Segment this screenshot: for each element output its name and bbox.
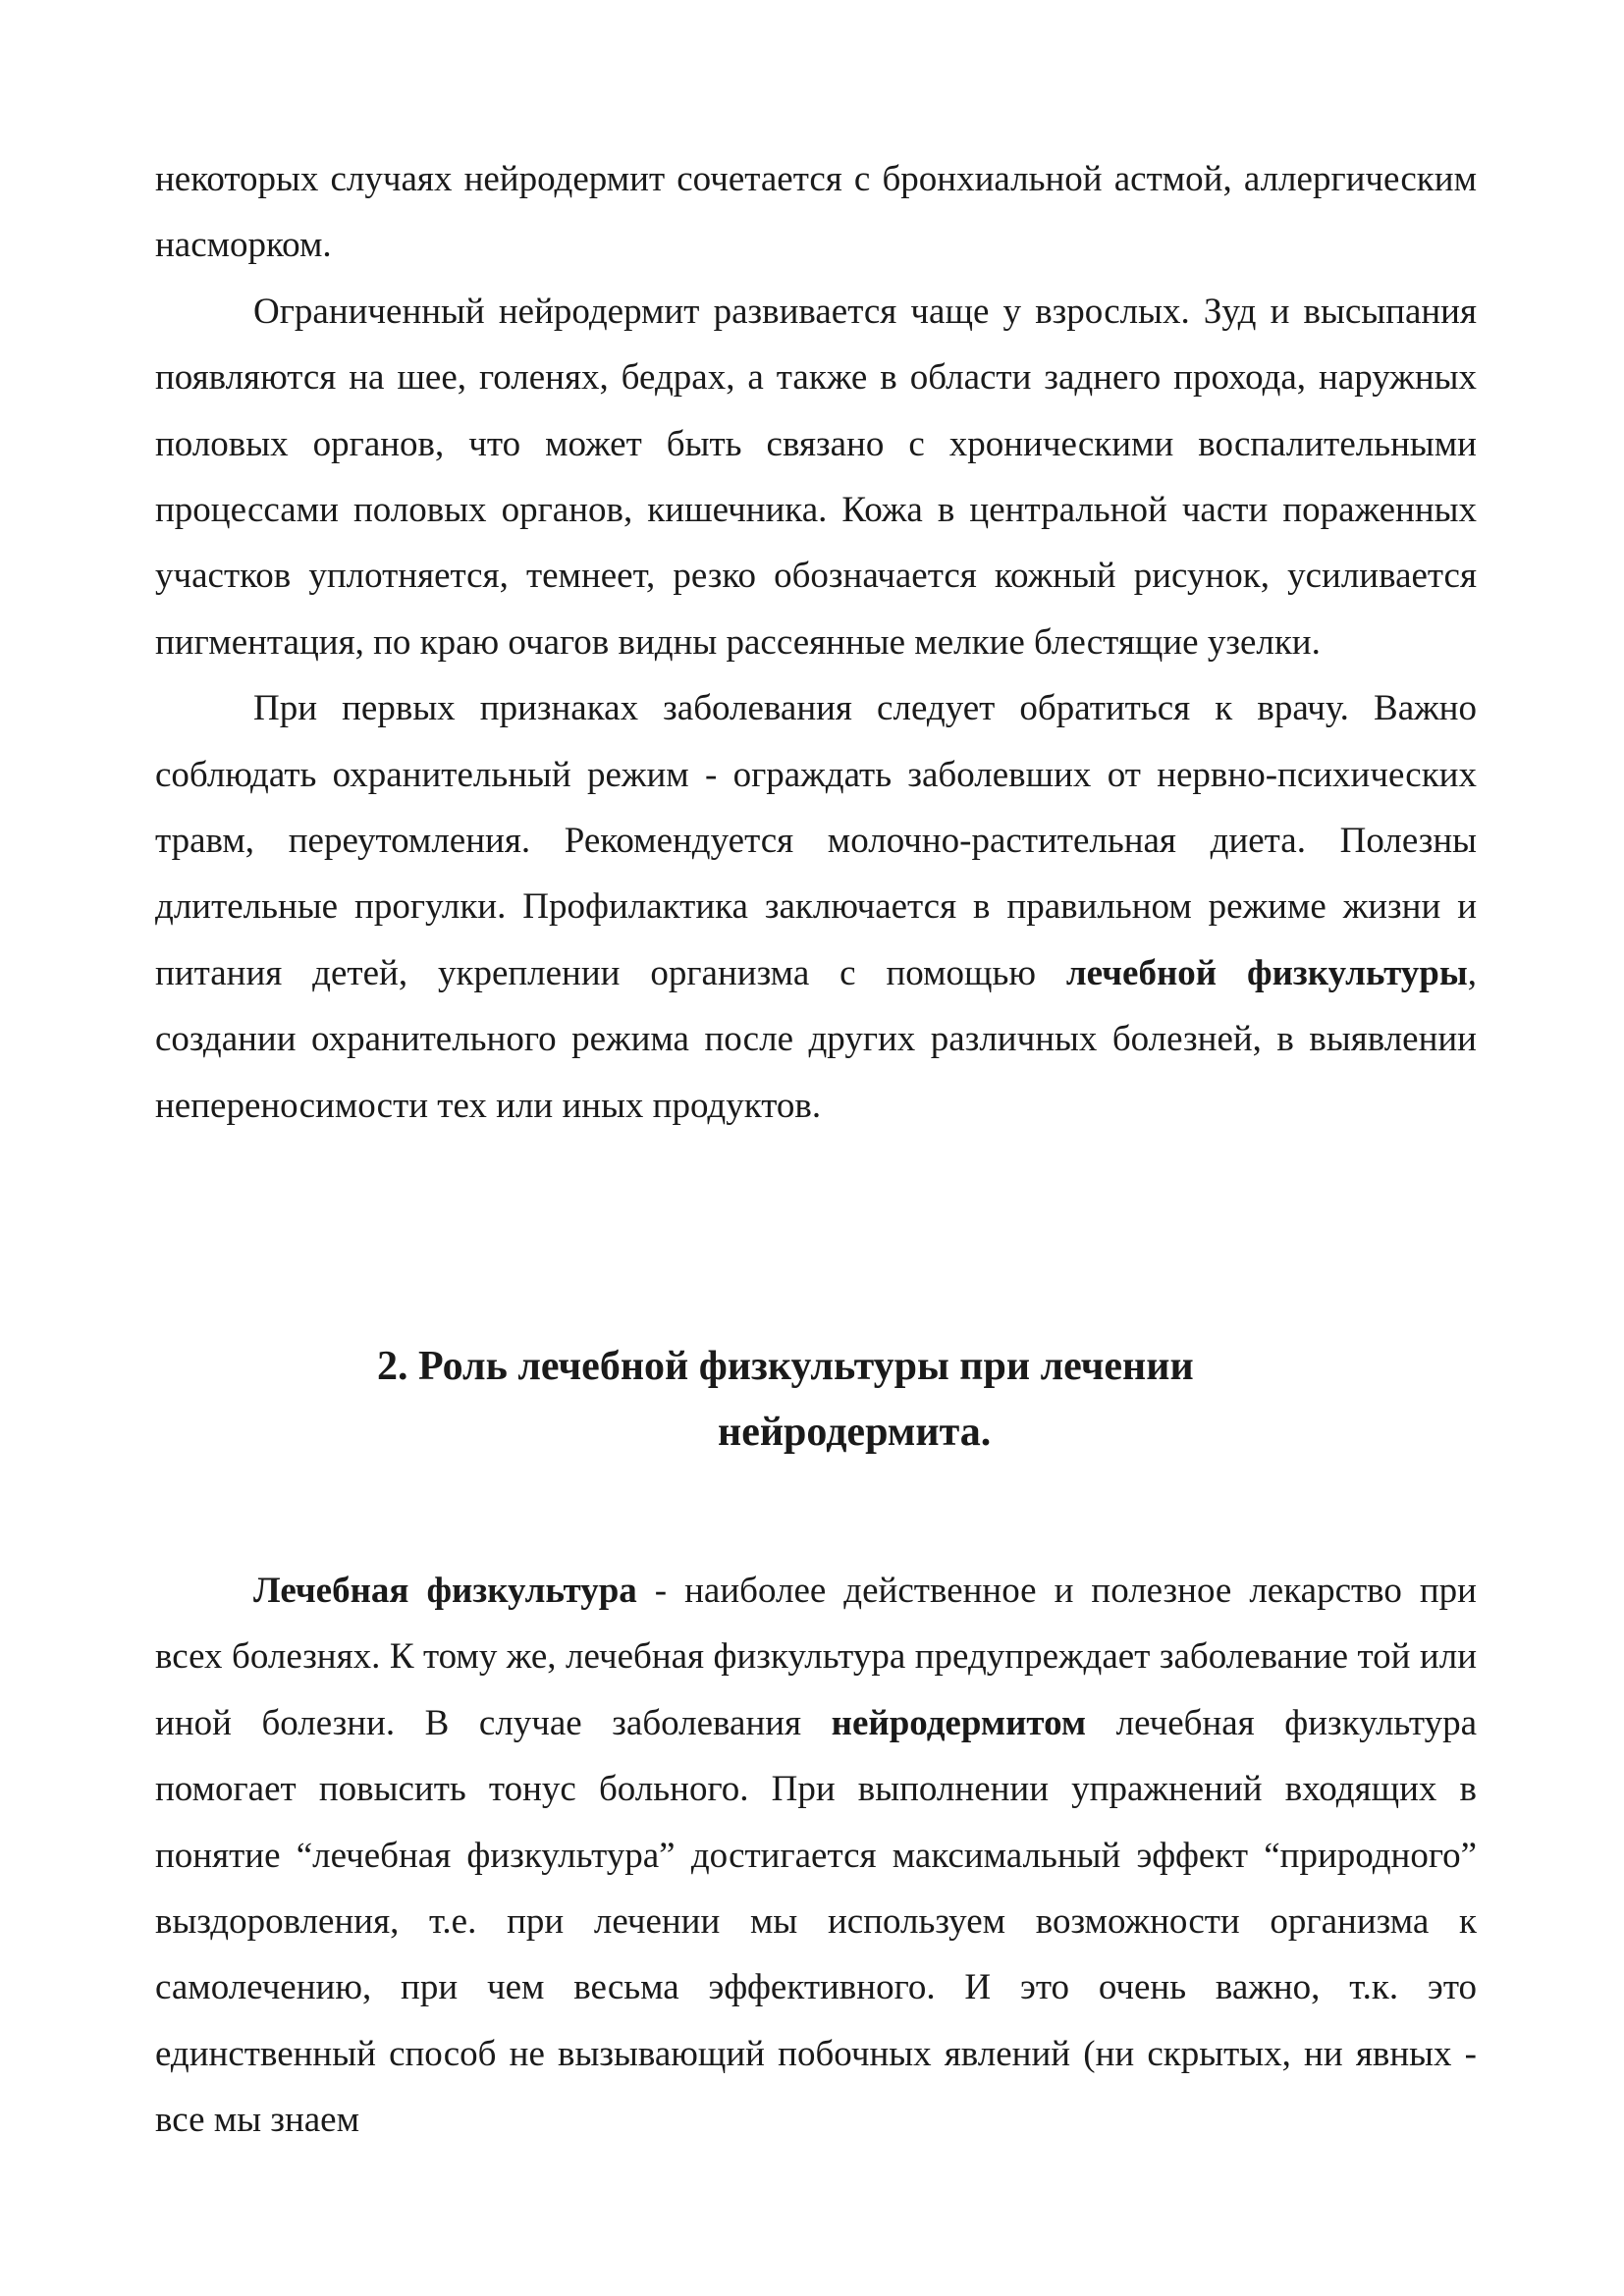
paragraph-limited-neurodermatitis: [155, 279, 1477, 675]
section-heading-line1: 2. Роль лечебной физкультуры при лечении: [377, 1344, 1194, 1389]
paragraph-continuation-text: некоторых случаях нейродермит сочетается с бронхиальной астмой, аллергическим насморком.: [155, 159, 1477, 266]
paragraph-lfk-text-1: - наиболее действенное и полезное лекарство при всех болезнях. К тому же, лечебная физкультура предупреждает заболевание той или иной болезни. В случае заболевания: [155, 1571, 1477, 1743]
bold-term-lfk: лечебной физкультуры: [1065, 952, 1468, 993]
paragraph-continuation: [155, 146, 1477, 279]
bold-term-neurodermatitis: нейродермитом: [831, 1702, 1087, 1743]
paragraph-lfk: [155, 1558, 1477, 2154]
paragraph-first-signs-text-after: , создании охранительного режима после других различных болезней, в выявлении непереносимости тех или иных продуктов.: [155, 952, 1477, 1126]
paragraph-first-signs-text-before: При первых признаках заболевания следует обратиться к врачу. Важно соблюдать охранительный режим - ограждать заболевших от нервно-психических травм, переутомления. Рекомендуется молочно-растительная диета. Полезны длительные прогулки. Профилактика заключается в правильном режиме жизни и питания детей, укреплении организма с помощью: [155, 688, 1477, 993]
section-heading-line2: нейродермита.: [718, 1410, 992, 1455]
section1-text: [155, 146, 1477, 1139]
section2-text: [155, 1558, 1477, 2154]
bold-lead-lfk: Лечебная физкультура: [253, 1571, 637, 1611]
paragraph-limited-text: Ограниченный нейродермит развивается чаще у взрослых. Зуд и высыпания появляются на шее, голенях, бедрах, а также в области заднего прохода, наружных половых органов, что может быть связано с хроническими воспалительными процессами половых органов, кишечника. Кожа в центральной части пораженных участков уплотняется, темнеет, резко обозначается кожный рисунок, усиливается пигментация, по краю очагов видны рассеянные мелкие блестящие узелки.: [155, 291, 1477, 663]
paragraph-first-signs: [155, 675, 1477, 1139]
paragraph-lfk-text-2: лечебная физкультура помогает повысить тонус больного. При выполнении упражнений входящих в понятие “лечебная физкультура” достигается максимальный эффект “природного” выздоровления, т.е. при лечении мы используем возможности организма к самолечению, при чем весьма эффективного. И это очень важно, т.к. это единственный способ не вызывающий побочных явлений (ни скрытых, ни явных - все мы знаем: [155, 1702, 1478, 2141]
